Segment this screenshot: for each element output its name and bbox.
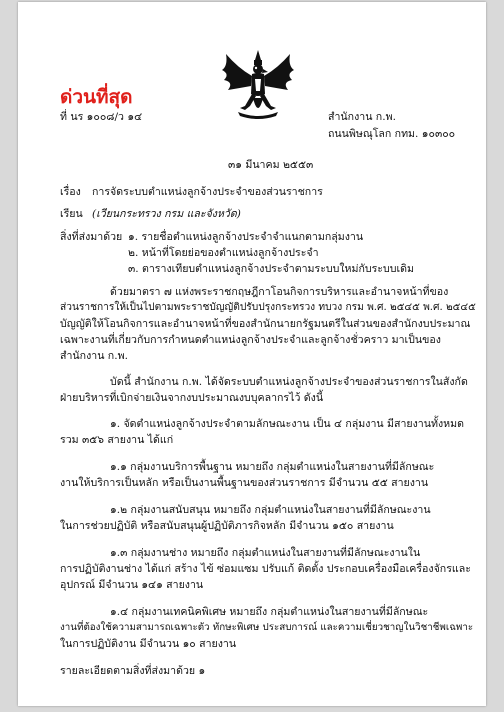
urgency-stamp: ด่วนที่สุด <box>60 86 133 108</box>
paragraph-line: สำนักงาน ก.พ. <box>60 350 128 362</box>
paragraph-line: บัญญัติให้โอนกิจการและอำนาจหน้าที่ของสำนักนายกรัฐมนตรีในส่วนของสำนักงบประมาณ <box>60 318 471 330</box>
list-item-line: ๑.๒ กลุ่มงานสนับสนุน หมายถึง กลุ่มตำแหน่งในสายงานที่มีลักษณะงาน <box>110 504 431 516</box>
paragraph-line: เฉพาะงานที่เกี่ยวกับการกำหนดตำแหน่งลูกจ้างประจำและลูกจ้างชั่วคราว มาเป็นของ <box>60 334 441 346</box>
paragraph-line: บัดนี้ สำนักงาน ก.พ. ได้จัดระบบตำแหน่งลูกจ้างประจำของส่วนราชการในสังกัด <box>110 376 468 388</box>
list-item-line: งานที่ต้องใช้ความสามารถเฉพาะตัว ทักษะพิเศษ ประสบการณ์ และความเชี่ยวชาญในวิชาชีพเฉพาะ <box>60 622 474 633</box>
list-item-line: รวม ๓๕๖ สายงาน ได้แก่ <box>60 434 174 446</box>
garuda-emblem <box>218 48 298 120</box>
list-item-line: ๑. จัดตำแหน่งลูกจ้างประจำตามลักษณะงาน เป็น ๔ กลุ่มงาน มีสายงานทั้งหมด <box>110 418 464 430</box>
list-item-line: ๑.๓ กลุ่มงานช่าง หมายถึง กลุ่มตำแหน่งในสายงานที่มีลักษณะงานใน <box>110 547 421 559</box>
details-note: รายละเอียดตามสิ่งที่ส่งมาด้วย ๑ <box>60 665 206 677</box>
office-address: ถนนพิษณุโลก กทม. ๑๐๓๐๐ <box>328 128 456 140</box>
list-item-line: การปฏิบัติงานช่าง ได้แก่ สร้าง ไข้ ซ่อมแซม ปรับแก้ ติดตั้ง ประกอบเครื่องมือเครื่องจักรและ <box>60 563 471 575</box>
document-number: ที่ นร ๑๐๐๘/ว ๑๔ <box>60 111 143 123</box>
list-item-line: อุปกรณ์ มีจำนวน ๑๔๑ สายงาน <box>60 579 204 591</box>
letter-page <box>18 2 486 706</box>
recipient-text: (เวียนกระทรวง กรม และจังหวัด) <box>92 208 241 220</box>
issuing-office: สำนักงาน ก.พ. <box>328 111 396 123</box>
list-item-line: ๑.๔ กลุ่มงานเทคนิคพิเศษ หมายถึง กลุ่มตำแหน่งในสายงานที่มีลักษณะ <box>110 606 429 618</box>
document-date: ๓๑ มีนาคม ๒๕๕๓ <box>228 159 314 171</box>
list-item-line: ในการปฏิบัติงาน มีจำนวน ๑๐ สายงาน <box>60 638 237 650</box>
list-item-line: ในการช่วยปฏิบัติ หรือสนับสนุนผู้ปฏิบัติภารกิจหลัก มีจำนวน ๑๕๐ สายงาน <box>60 520 394 532</box>
list-item-line: งานให้บริการเป็นหลัก หรือเป็นงานพื้นฐานของส่วนราชการ มีจำนวน ๕๕ สายงาน <box>60 477 429 489</box>
subject-label: เรื่อง <box>60 186 81 198</box>
recipient-label: เรียน <box>60 208 83 220</box>
list-item-line: ๑.๑ กลุ่มงานบริการพื้นฐาน หมายถึง กลุ่มตำแหน่งในสายงานที่มีลักษณะ <box>110 461 435 473</box>
enclosure-item: ๑. รายชื่อตำแหน่งลูกจ้างประจำจำแนกตามกลุ่มงาน <box>128 231 364 243</box>
subject-text: การจัดระบบตำแหน่งลูกจ้างประจำของส่วนราชการ <box>92 186 323 198</box>
paragraph-line: ฝ่ายบริหารที่เบิกจ่ายเงินจากงบประมาณงบบุคลากรไว้ ดังนี้ <box>60 392 324 404</box>
enclosure-item: ๒. หน้าที่โดยย่อของตำแหน่งลูกจ้างประจำ <box>128 247 319 259</box>
enclosure-label: สิ่งที่ส่งมาด้วย <box>60 231 123 243</box>
paragraph-line: ส่วนราชการให้เป็นไปตามพระราชบัญญัติปรับปรุงกระทรวง ทบวง กรม พ.ศ. ๒๕๔๕ พ.ศ. ๒๕๔๕ <box>60 302 476 313</box>
paragraph-line: ด้วยมาตรา ๗ แห่งพระราชกฤษฎีกาโอนกิจการบริหารและอำนาจหน้าที่ของ <box>110 286 449 298</box>
enclosure-item: ๓. ตารางเทียบตำแหน่งลูกจ้างประจำตามระบบใหม่กับระบบเดิม <box>128 263 414 275</box>
